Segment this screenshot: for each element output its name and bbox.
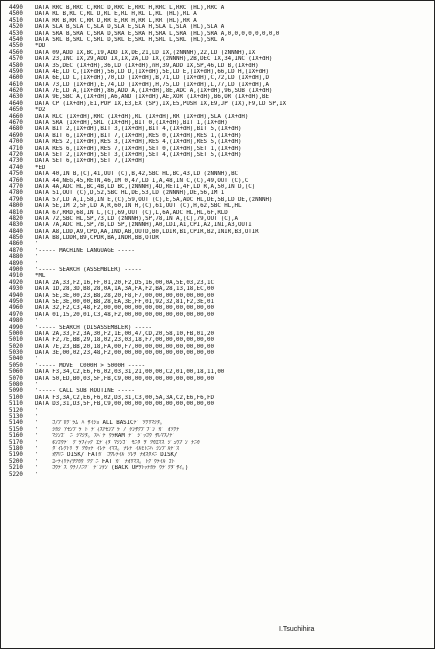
line-code: ' ｼｶｼ ｱｾﾝﾌﾞﾗ ﾄ ﾃﾞｨｽｱｾﾝﾌﾞﾗ ﾉ ｹﾝｻｸﾌﾞﾌﾞﾝ ｶﾞ ｵｿｸﾃ xyxy=(35,426,180,433)
line-number: 4820 xyxy=(9,215,23,222)
line-code: *ML xyxy=(35,273,46,280)
line-code: ' xyxy=(35,382,39,389)
line-code: ' xyxy=(35,254,39,261)
line-code: ' ﾏｼﾝｺﾞ ﾆ ｼﾏｼﾀ｡ ｽﾍﾞﾃ ｳﾗRAM ﾃﾞ ｼﾞｯｺｳ ｻﾚﾏｽﾉﾃﾞ xyxy=(35,433,176,440)
line-code: DATA RES 2,(IX+dH),RES 3,(IX+dH),RES 4,(IX+dH),RES 5,(IX+dH) xyxy=(35,139,242,146)
line-code: DATA SRA B,SRA C,SRA D,SRA E,SRA H,SRA L,SRA (HL),SRA A,0,0,0,0,0,0,0,0 xyxy=(35,30,280,37)
line-number: 5070 xyxy=(9,375,23,382)
line-number: 4620 xyxy=(9,88,23,95)
line-code: DATA A8,LDD,A9,CPD,AA,IND,AB,OUTD,B0,LDIR,B1,CPIR,B2,INIR,B3,OTIR xyxy=(35,228,259,235)
line-code: DATA 40,IN B,(C),41,OUT (C),B,42,SBC HL,BC,43,LD (zNNNH),BC xyxy=(35,171,238,178)
line-number: 5050 xyxy=(9,362,23,369)
line-number: 4510 xyxy=(9,17,23,24)
line-number: 4490 xyxy=(9,5,23,11)
line-number: 4770 xyxy=(9,183,23,190)
line-code: DATA 32,F2,C3,48,F2,00,00,00,00,00,00,00,00,00,00,00 xyxy=(35,305,214,312)
line-code: DATA 09,ADD IX,BC,19,ADD IX,DE,21,LD IX,(zNNNH),22,LD (zNNNH),IX xyxy=(35,49,256,56)
line-code: DATA F3,34,C2,E6,F6,02,03,31,21,00,00,C2,01,00,18,11,00 xyxy=(35,369,225,376)
line-code: DATA 4E,LD C,(IX+dH),56,LD D,(IX+dH),5E,LD E,(IX+dH),66,LD H,(IX+dH) xyxy=(35,68,269,75)
line-code: DATA 67,RRD,68,IN L,(C),69,OUT (C),L,6A,ADC HL,HL,6F,RLD xyxy=(35,209,228,216)
line-code: ' xyxy=(35,407,39,414)
line-number: 5170 xyxy=(9,439,23,446)
line-code: '----- MOVE C000H > 5000H ----- xyxy=(35,362,146,369)
line-number: 4790 xyxy=(9,196,23,203)
line-code: DATA SRL B,SRL C,SRL D,SRL E,SRL H,SRL L,SRL (HL),SRL A xyxy=(35,36,225,43)
line-code: DATA D3,31,D3,5F,FB,C9,00,00,00,00,00,00,00,00,00,00 xyxy=(35,401,214,408)
line-code: DATA 35,DEC (IX+dH),36,LD (IX+dH),nH,39,ADD IX,SP,46,LD B,(IX+dH) xyxy=(35,62,259,69)
line-number: 5060 xyxy=(9,369,23,376)
line-code: DATA 57,LD A,I,58,IN E,(C),59,OUT (C),E,5A,ADC HL,DE,5B,LD DE,(zNNNH) xyxy=(35,196,273,203)
line-number: 4700 xyxy=(9,139,23,146)
line-code: DATA 2A,33,F2,16,FF,01,20,F2,D5,16,00,0A,5E,03,23,1C xyxy=(35,279,214,286)
line-code: DATA RR B,RR C,RR D,RR E,RR H,RR L,RR (HL),RR A xyxy=(35,17,197,24)
line-code: DATA RL B,RL C,RL D,RL E,RL H,RL L,RL (HL),RL A xyxy=(35,11,197,18)
line-code: DATA F2,7E,BB,29,18,02,23,03,18,F7,00,00,00,00,00,00 xyxy=(35,337,214,344)
line-code: DATA BIT 2,(IX+dH),BIT 3,(IX+dH),BIT 4,(IX+dH),BIT 5,(IX+dH) xyxy=(35,126,242,133)
line-number: 5040 xyxy=(9,356,23,363)
line-number: 4580 xyxy=(9,62,23,69)
line-code: DATA 3E,00,02,23,48,F2,00,00,00,00,00,00,00,00,00,00 xyxy=(35,350,214,357)
line-number: 4710 xyxy=(9,145,23,152)
line-code: DATA 5E,IM 2,5F,LD A,R,60,IN H,(C),61,OUT (C),H,62,SBC HL,HL xyxy=(35,203,242,210)
line-code: *D2 xyxy=(35,107,46,114)
line-number: 5110 xyxy=(9,401,23,408)
line-number: 4900 xyxy=(9,267,23,274)
line-code: DATA BIT 6,(IX+dH),BIT 7,(IX+dH),RES 0,(IX+dH),RES 1,(IX+dH) xyxy=(35,132,242,139)
line-number: 4600 xyxy=(9,75,23,82)
line-number: 4630 xyxy=(9,94,23,101)
line-code: '----- MACHINE LANGUAGE ----- xyxy=(35,247,135,254)
line-number: 4880 xyxy=(9,254,23,261)
line-code: DATA SRA (IX+dH),SRL (IX+dH),BIT 0,(IX+dH),BIT 1,(IX+dH) xyxy=(35,120,228,127)
line-code: DATA 44,NEG,45,RETN,46,IM 0,47,LD I,A,48,IN C,(C),49,OUT (C),C xyxy=(35,177,249,184)
line-number: 5190 xyxy=(9,452,23,459)
line-code: ' ﾕｰﾃｨﾘﾃｨｦﾂｶｳ ﾂｸﾞﾆ FAT ｶﾞ ﾅｵﾘﾏｽ｡ ﾄｸﾞｳﾃｲﾙ ｺﾄ xyxy=(35,458,175,465)
line-code: ' ﾎﾝｺｳﾃﾞ ｸﾞﾗﾌｨｯｸ ｴﾃﾞｨﾀ ﾏｼﾝｺﾞ ﾓﾆﾀ ｦ ﾂｶｴﾏｽ ｼﾞｭｳﾌﾞﾝ ﾅﾆｶ xyxy=(35,439,200,446)
line-code: DATA 1D,28,3D,B8,28,0A,1A,3A,FA,F2,BA,28,13,18,EC,00 xyxy=(35,286,214,293)
line-number: 4800 xyxy=(9,203,23,210)
line-number: 4850 xyxy=(9,235,23,242)
line-code: DATA SET 2,(IX+dH),SET 3,(IX+dH),SET 4,(IX+dH),SET 5,(IX+dH) xyxy=(35,151,242,158)
line-number: 4500 xyxy=(9,11,23,18)
line-number: 5130 xyxy=(9,414,23,420)
line-number: 5150 xyxy=(9,426,23,433)
line-code: '----- CALL SUB ROUTINE ----- xyxy=(35,388,135,395)
line-number: 4670 xyxy=(9,120,23,127)
line-code: DATA 7E,LD A,(IX+dH),86,ADD A,(IX+dH),8E,ADC A,(IX+dH),96,SUB (IX+dH) xyxy=(35,88,273,95)
line-number: 4980 xyxy=(9,318,23,325)
line-number: 5020 xyxy=(9,343,23,350)
line-number: 5200 xyxy=(9,458,23,465)
line-number: 5100 xyxy=(9,394,23,401)
line-code: DATA 23,INC IX,29,ADD IX,IX,2A,LD IX,(zNNNH),2B,DEC IX,34,INC (IX+dH) xyxy=(35,56,273,63)
line-code: DATA 5E,3E,00,00,B8,28,EA,3E,FF,01,92,32,81,F2,3E,01 xyxy=(35,298,214,305)
author-signature: I.Tsuchihira xyxy=(279,626,315,633)
line-number: 5210 xyxy=(9,465,23,472)
line-number: 4890 xyxy=(9,260,23,267)
line-number: 5220 xyxy=(9,471,23,478)
line-code: DATA SET 6,(IX+dH),SET 7,(IX+dH) xyxy=(35,158,146,165)
line-number: 4690 xyxy=(9,132,23,139)
line-number: 4650 xyxy=(9,107,23,114)
line-number: 4590 xyxy=(9,68,23,75)
line-code: ' xyxy=(35,318,39,325)
line-number: 4640 xyxy=(9,100,23,107)
line-code: DATA F3,3A,C2,E6,F6,02,D3,31,C3,00,5A,3A,C2,E6,F6,FD xyxy=(35,394,214,401)
line-number: 5180 xyxy=(9,445,23,452)
line-code: '----- SEARCH (ASSEMBLER) ----- xyxy=(35,267,142,274)
line-code: *DD xyxy=(35,43,46,50)
basic-program-listing xyxy=(9,5,429,478)
line-number: 5030 xyxy=(9,350,23,357)
line-code: DATA 7A,ADC HL,SP,7B,LD SP,(zNNNH),A0,LDI,A1,CPI,A2,INI,A3,OUTI xyxy=(35,222,252,229)
line-number: 4550 xyxy=(9,43,23,50)
line-code: ' xyxy=(35,241,39,248)
line-code: ' xyxy=(35,414,39,420)
line-number: 4570 xyxy=(9,56,23,63)
line-number: 4930 xyxy=(9,286,23,293)
line-number: 4760 xyxy=(9,177,23,184)
line-number: 4840 xyxy=(9,228,23,235)
line-code: DATA 6E,LD L,(IX+dH),70,LD (IX+dH),B,71,LD (IX+dH),C,72,LD (IX+dH),D xyxy=(35,75,269,82)
code-line xyxy=(9,472,429,478)
line-number: 4830 xyxy=(9,222,23,229)
line-code: ' ｵﾜﾘﾆ DISK/ FATｶﾞ ｺﾜﾚﾃｲﾙ ｿﾚｦ ﾅｵｽﾀﾒﾆ DISK/ xyxy=(35,452,178,459)
line-number: 5160 xyxy=(9,433,23,440)
line-number: 4960 xyxy=(9,305,23,312)
line-code: DATA 51,OUT (C),D,52,SBC HL,DE,53,LD (zNNNH),DE,56,IM 1 xyxy=(35,190,225,197)
line-code: DATA CP (IX+dH),E1,POP IX,E3,EX (SP),IX,E5,PUSH IX,E9,JP (IX),F9,LD SP,IX xyxy=(35,100,287,107)
line-code: ' ｺﾉﾌﾟﾛｸﾞﾗﾑ ﾊ ｻｲｼｮ ALL BASICﾃﾞ ﾂｸﾘﾏｼﾀ｡ xyxy=(35,420,163,427)
line-number: 4920 xyxy=(9,279,23,286)
line-code: DATA 7E,23,BB,20,18,FA,00,F7,00,00,00,00,00,00,00,00 xyxy=(35,343,214,350)
line-number: 4970 xyxy=(9,311,23,318)
line-number: 4680 xyxy=(9,126,23,133)
line-code: ' xyxy=(35,260,39,267)
line-number: 4720 xyxy=(9,151,23,158)
line-number: 4940 xyxy=(9,292,23,299)
line-number: 4660 xyxy=(9,113,23,120)
line-code: DATA SLA B,SLA C,SLA D,SLA E,SLA H,SLA L,SLA (HL),SLA A xyxy=(35,24,225,31)
line-code: DATA 4A,ADC HL,BC,4B,LD BC,(zNNNH),4D,RETI,4F,LD R,A,50,IN D,(C) xyxy=(35,183,256,190)
line-code: DATA B8,LDDR,B9,CPDR,BA,INDR,BB,OTDR xyxy=(35,235,159,242)
line-code: DATA RLC (IX+dH),RRC (IX+dH),RL (IX+dH),RR (IX+dH),SLA (IX+dH) xyxy=(35,113,249,120)
line-code: DATA 73,LD (IX+dH),E,74,LD (IX+dH),H,75,LD (IX+dH),L,77,LD (IX+dH),A xyxy=(35,81,269,88)
line-number: 5140 xyxy=(9,420,23,427)
line-number: 5000 xyxy=(9,330,23,337)
line-code: DATA 2A,33,F2,3A,30,F2,1E,00,47,CD,20,58,10,FB,01,20 xyxy=(35,330,214,337)
line-number: 4520 xyxy=(9,24,23,31)
line-code: DATA 72,SBC HL,SP,73,LD (zNNNH),SP,78,IN A,(C),79,OUT (C),A xyxy=(35,215,238,222)
line-number: 4560 xyxy=(9,49,23,56)
line-number: 4780 xyxy=(9,190,23,197)
line-number: 4810 xyxy=(9,209,23,216)
line-number: 4990 xyxy=(9,324,23,331)
line-code: ' ｺｳﾃﾞｽ ｳﾁﾉﾉﾆﾂﾞ ﾃﾞﾝｹﾝ (BACK UPｦﾄｯﾃｶﾗ ｳﾃﾞｸﾀﾞｻｲ｡) xyxy=(35,465,189,472)
line-number: 4540 xyxy=(9,36,23,43)
line-number: 5090 xyxy=(9,388,23,395)
line-number: 4750 xyxy=(9,171,23,178)
line-code: ' ﾀﾞｲﾚｸﾄﾘ ｦ ﾂｶｯﾃ ｲﾚﾃ ｲﾏｽ｡ ﾅﾚﾃ ｲﾙﾋﾄﾆﾊ ｼﾝﾌﾟﾙﾃﾞｽ xyxy=(35,445,179,452)
line-number: 5080 xyxy=(9,382,23,389)
line-number: 4870 xyxy=(9,247,23,254)
line-code: '----- SEARCH (DISASSEMBLER) ----- xyxy=(35,324,152,331)
line-number: 4610 xyxy=(9,81,23,88)
line-code: DATA 50,ED,B0,03,5F,FB,C9,00,00,00,00,00,00,00,00,00 xyxy=(35,375,214,382)
line-number: 5010 xyxy=(9,337,23,344)
line-code: DATA 5E,3E,00,23,B8,28,20,F8,F7,00,00,00,00,00,00,00 xyxy=(35,292,214,299)
line-number: 4740 xyxy=(9,164,23,171)
line-code: ' xyxy=(35,471,39,478)
line-code: *ED xyxy=(35,164,46,171)
line-code: ' xyxy=(35,356,39,363)
line-code: DATA RRC B,RRC C,RRC D,RRC E,RRC H,RRC L,RRC (HL),RRC A xyxy=(35,5,225,11)
line-code: DATA 9E,SBC A,(IX+dH),A6,AND (IX+dH),AE,XOR (IX+dH),B6,OR (IX+dH),BE xyxy=(35,94,269,101)
line-number: 4730 xyxy=(9,158,23,165)
line-code: DATA 01,15,20,01,C3,48,F2,00,00,00,00,00,00,00,00,00 xyxy=(35,311,214,318)
line-number: 4950 xyxy=(9,298,23,305)
line-number: 5120 xyxy=(9,407,23,414)
line-number: 4530 xyxy=(9,30,23,37)
line-number: 4910 xyxy=(9,273,23,280)
line-code: DATA RES 6,(IX+dH),RES 7,(IX+dH),SET 0,(IX+dH),SET 1,(IX+dH) xyxy=(35,145,242,152)
line-number: 4860 xyxy=(9,241,23,248)
